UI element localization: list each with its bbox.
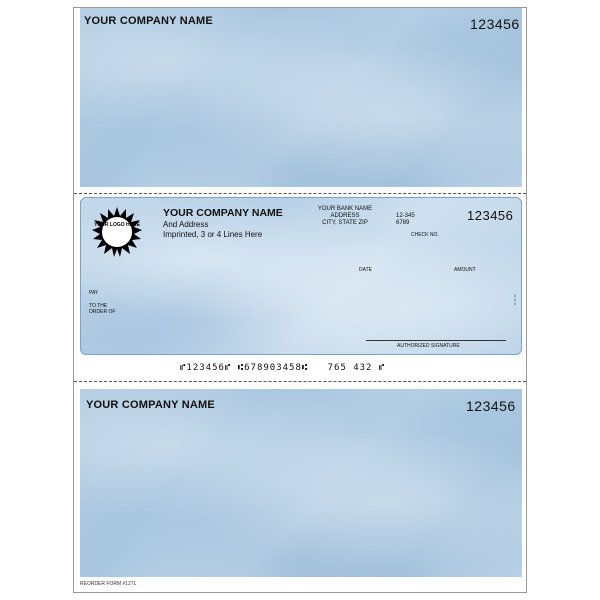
bottom-stub bbox=[80, 389, 522, 577]
routing-fraction bbox=[396, 213, 415, 227]
top-stub bbox=[80, 8, 522, 187]
micr-line: ⑈123456⑈ ⑆678903458⑆ 765 432 ⑈ bbox=[180, 363, 386, 373]
signature-label: AUTHORIZED SIGNATURE bbox=[397, 343, 460, 349]
reorder-form-label: REORDER FORM #127L bbox=[80, 581, 137, 587]
pay-label: PAY bbox=[89, 290, 99, 296]
bank-city: CITY, STATE ZIP bbox=[322, 220, 368, 226]
bank-name: YOUR BANK NAME bbox=[317, 206, 373, 212]
check-company-name: YOUR COMPANY NAME bbox=[163, 207, 283, 219]
signature-line bbox=[366, 340, 506, 341]
bottom-stub-company-name: YOUR COMPANY NAME bbox=[86, 399, 215, 411]
bank-info bbox=[313, 206, 377, 227]
top-stub-company-name: YOUR COMPANY NAME bbox=[84, 15, 213, 27]
security-features-icon: ▮▮▮ bbox=[513, 294, 517, 306]
check-no-label: CHECK NO. bbox=[411, 232, 439, 238]
bottom-stub-check-number: 123456 bbox=[466, 398, 516, 414]
bank-address: ADDRESS bbox=[330, 213, 360, 219]
date-label: DATE bbox=[359, 267, 372, 273]
fraction-top: 12-345 bbox=[396, 213, 415, 219]
check-voucher bbox=[80, 197, 522, 355]
logo-text: YOUR LOGO HERE bbox=[94, 222, 140, 228]
check-form-sheet bbox=[73, 7, 527, 593]
perforation-line-top bbox=[74, 193, 526, 194]
logo-placeholder bbox=[91, 206, 143, 258]
fraction-bottom: 6789 bbox=[396, 220, 410, 226]
amount-label: AMOUNT bbox=[454, 267, 476, 273]
perforation-line-bottom bbox=[74, 381, 526, 382]
sunburst-logo-icon bbox=[91, 206, 143, 258]
address-line-1: And Address bbox=[163, 220, 209, 229]
check-company-address bbox=[163, 220, 262, 240]
address-line-2: Imprinted, 3 or 4 Lines Here bbox=[163, 230, 263, 239]
to-the-order-of-label: TO THE ORDER OF bbox=[89, 303, 116, 315]
check-number: 123456 bbox=[467, 208, 514, 223]
top-stub-check-number: 123456 bbox=[470, 16, 520, 32]
